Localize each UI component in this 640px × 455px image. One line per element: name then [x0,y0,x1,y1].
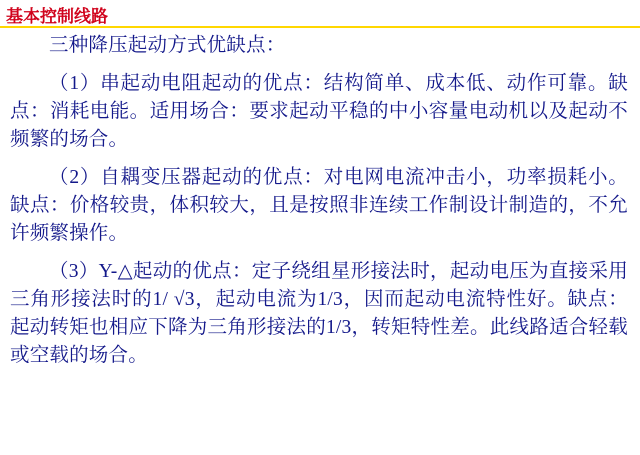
slide-title-area [0,2,640,28]
page-title: 基本控制线路 [6,7,108,26]
paragraph-item-1: （1）串起动电阻起动的优点：结构简单、成本低、动作可靠。缺点：消耗电能。适用场合：要求起动平稳的中小容量电动机以及起动不频繁的场合。 [10,73,628,150]
title-divider [0,26,640,28]
paragraph-item-3: （3）Y-△起动的优点：定子绕组星形接法时，起动电压为直接采用三角形接法时的1/ √3，起动电流为1/3，因而起动电流特性好。缺点：起动转矩也相应下降为三角形接法的1/3，转矩特性差。此线路适合轻载或空载的场合。 [10,261,628,366]
paragraph-item-2: （2）自耦变压器起动的优点：对电网电流冲击小，功率损耗小。缺点：价格较贵，体积较大，且是按照非连续工作制设计制造的，不允许频繁操作。 [10,167,628,244]
paragraph-intro: 三种降压起动方式优缺点： [49,35,286,56]
slide-body [0,30,640,450]
